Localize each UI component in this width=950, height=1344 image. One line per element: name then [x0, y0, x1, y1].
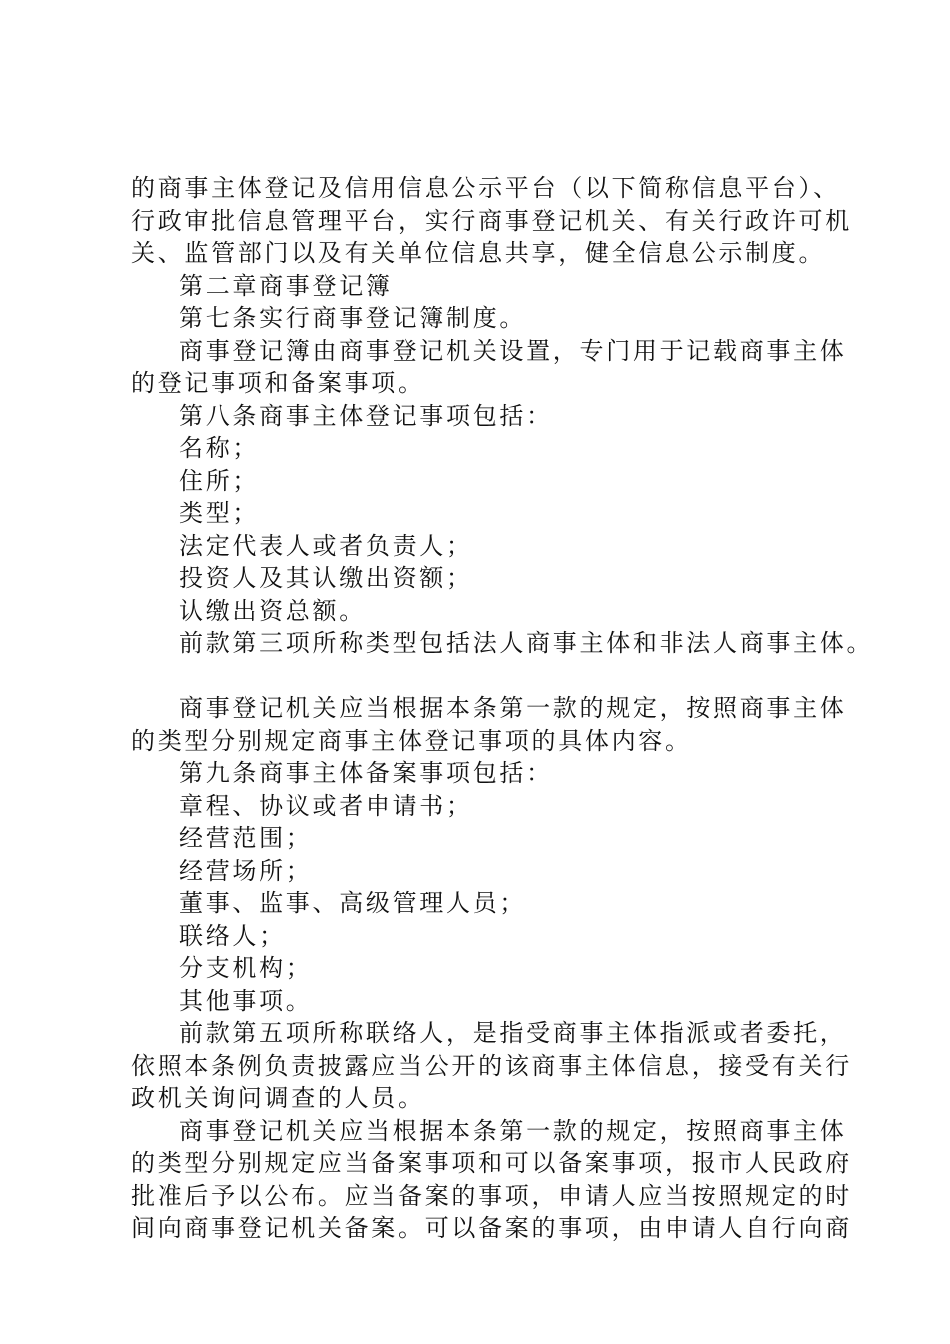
text-line: 第七条实行商事登记簿制度。 [179, 304, 527, 332]
text-line: 认缴出资总额。 [179, 596, 366, 625]
text-line: 其他事项。 [179, 986, 313, 1015]
text-line: 的类型分别规定商事主体登记事项的具体内容。 [131, 726, 692, 755]
text-line: 住所； [179, 466, 260, 495]
text-line: 投资人及其认缴出资额； [179, 564, 473, 592]
text-line: 前款第三项所称类型包括法人商事主体和非法人商事主体。 [179, 629, 874, 657]
text-line: 的商事主体登记及信用信息公示平台（以下简称信息平台）、 [131, 174, 840, 202]
text-line: 前款第五项所称联络人，是指受商事主体指派或者委托， [179, 1019, 847, 1047]
text-line: 名称； [179, 434, 260, 462]
text-line: 联络人； [179, 921, 286, 950]
text-line: 经营范围； [179, 824, 313, 852]
text-line: 间向商事登记机关备案。可以备案的事项，由申请人自行向商 [131, 1214, 852, 1242]
text-line: 分支机构； [179, 954, 313, 982]
text-line: 政机关询问调查的人员。 [131, 1084, 425, 1112]
text-line: 章程、协议或者申请书； [179, 791, 473, 820]
text-line: 的登记事项和备案事项。 [131, 369, 425, 397]
text-line: 第九条商事主体备案事项包括： [179, 759, 553, 787]
text-line: 行政审批信息管理平台，实行商事登记机关、有关行政许可机 [131, 206, 852, 235]
text-line: 商事登记机关应当根据本条第一款的规定，按照商事主体 [179, 694, 847, 722]
text-line: 法定代表人或者负责人； [179, 531, 473, 560]
text-line: 董事、监事、高级管理人员； [179, 889, 527, 917]
text-line: 经营场所； [179, 856, 313, 885]
text-line: 的类型分别规定应当备案事项和可以备案事项，报市人民政府 [131, 1149, 852, 1177]
text-line: 第二章商事登记簿 [179, 271, 393, 300]
document-body [131, 172, 874, 1245]
text-line: 商事登记簿由商事登记机关设置，专门用于记载商事主体 [179, 336, 847, 365]
text-line: 第八条商事主体登记事项包括： [179, 401, 553, 430]
text-line: 批准后予以公布。应当备案的事项，申请人应当按照规定的时 [131, 1181, 852, 1210]
text-line: 商事登记机关应当根据本条第一款的规定，按照商事主体 [179, 1116, 847, 1145]
blank-line [131, 660, 831, 693]
text-line: 关、监管部门以及有关单位信息共享，健全信息公示制度。 [131, 239, 826, 267]
text-line: 类型； [179, 499, 260, 527]
text-line: 依照本条例负责披露应当公开的该商事主体信息，接受有关行 [131, 1051, 852, 1080]
